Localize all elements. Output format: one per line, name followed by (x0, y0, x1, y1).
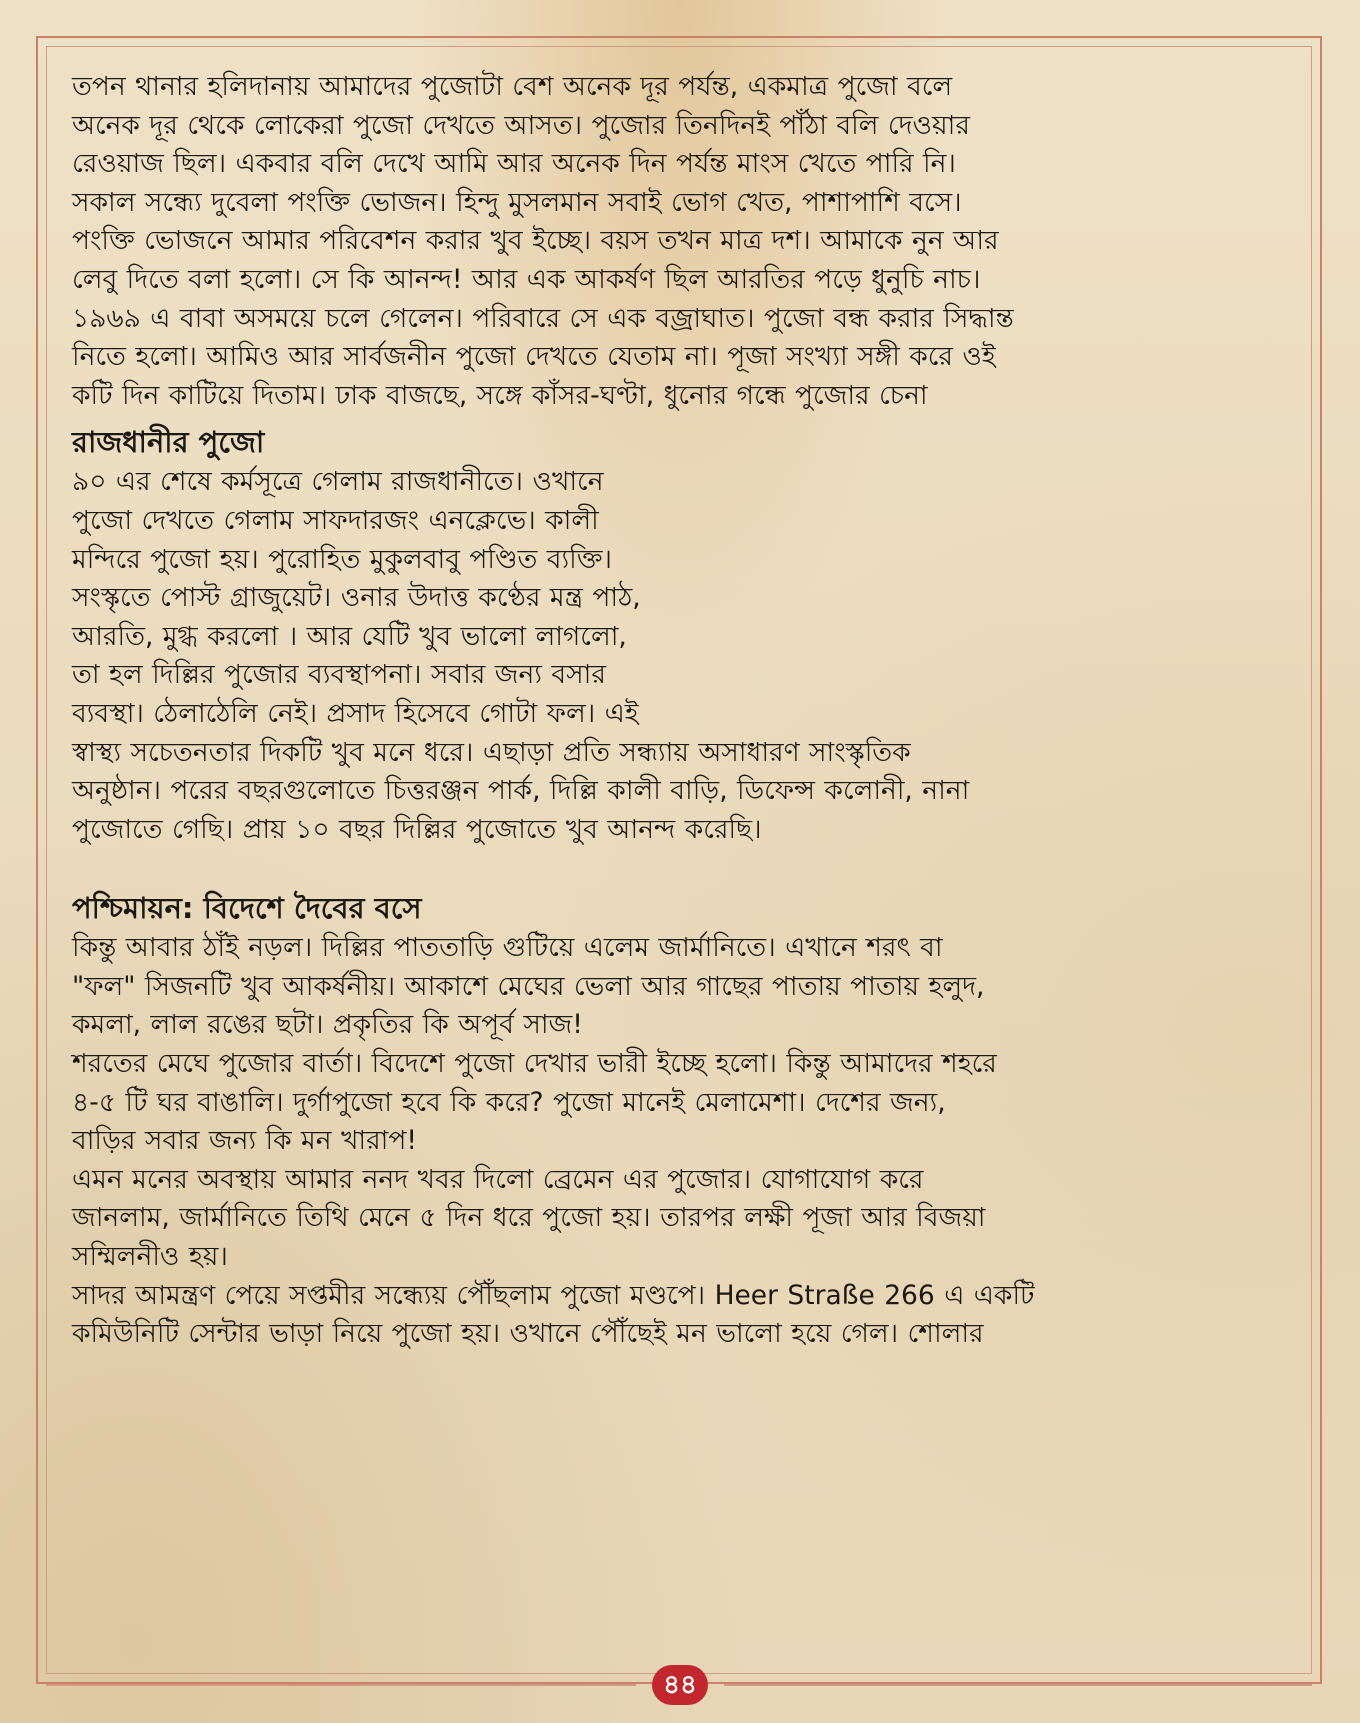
text-line: ৪-৫ টি ঘর বাঙালি। দুর্গাপুজো হবে কি করে? পুজো মানেই মেলামেশা। দেশের জন্য, (72, 1086, 946, 1118)
text-line: আরতি, মুগ্ধ করলো । আর যেটি খুব ভালো লাগলো, (72, 620, 627, 652)
section-heading-westward: পশ্চিমায়ন: বিদেশে দৈবের বসে (72, 891, 422, 926)
text-line: এমন মনের অবস্থায় আমার ননদ খবর দিলো ব্রেমেন এর পুজোর। যোগাযোগ করে (72, 1163, 924, 1195)
article-body (72, 68, 1294, 1354)
text-line: সংস্কৃতে পোস্ট গ্রাজুয়েট। ওনার উদাত্ত কণ্ঠের মন্ত্র পাঠ, (72, 582, 641, 614)
footer-rule-left (46, 1684, 636, 1686)
text-line: "ফল" সিজনটি খুব আকর্ষনীয়। আকাশে মেঘের ভেলা আর গাছের পাতায় পাতায় হলুদ, (72, 970, 985, 1002)
text-line: পুজো দেখতে গেলাম সাফদারজং এনক্লেভে। কালী (72, 504, 599, 536)
text-line: ৯০ এর শেষে কর্মসূত্রে গেলাম রাজধানীতে। ওখানে (72, 466, 604, 498)
text-line: কটি দিন কাটিয়ে দিতাম। ঢাক বাজছে, সঙ্গে কাঁসর-ঘণ্টা, ধুনোর গন্ধে পুজোর চেনা (72, 379, 928, 411)
footer (0, 1665, 1360, 1705)
text-line: রেওয়াজ ছিল। একবার বলি দেখে আমি আর অনেক দিন পর্যন্ত মাংস খেতে পারি নি। (72, 148, 956, 180)
text-line: তা হল দিল্লির পুজোর ব্যবস্থাপনা। সবার জন্য বসার (72, 659, 606, 691)
text-line: স্বাস্থ্য সচেতনতার দিকটি খুব মনে ধরে। এছাড়া প্রতি সন্ধ্যায় অসাধারণ সাংস্কৃতিক (72, 736, 911, 768)
westward-paragraph (72, 929, 1294, 1354)
intro-paragraph (72, 68, 1294, 415)
text-line: অনেক দূর থেকে লোকেরা পুজো দেখতে আসত। পুজোর তিনদিনই পাঁঠা বলি দেওয়ার (72, 109, 970, 141)
text-line: পংক্তি ভোজনে আমার পরিবেশন করার খুব ইচ্ছে। বয়স তখন মাত্র দশ। আমাকে নুন আর (72, 225, 999, 257)
text-line: তপন থানার হলিদানায় আমাদের পুজোটা বেশ অনেক দূর পর্যন্ত, একমাত্র পুজো বলে (72, 71, 953, 102)
text-line: সাদর আমন্ত্রণ পেয়ে সপ্তমীর সন্ধ্যেয় পৌঁছলাম পুজো মণ্ডপে। Heer Straße 266 এ একটি (72, 1279, 1035, 1311)
text-line: শরতের মেঘে পুজোর বার্তা। বিদেশে পুজো দেখার ভারী ইচ্ছে হলো। কিন্তু আমাদের শহরে (72, 1048, 997, 1080)
text-line: লেবু দিতে বলা হলো। সে কি আনন্দ! আর এক আকর্ষণ ছিল আরতির পড়ে ধুনুচি নাচ। (72, 263, 981, 295)
text-line: কিন্তু আবার ঠাঁই নড়ল। দিল্লির পাততাড়ি গুটিয়ে এলেম জার্মানিতে। এখানে শরৎ বা (72, 932, 943, 964)
text-line: জানলাম, জার্মানিতে তিথি মেনে ৫ দিন ধরে পুজো হয়। তারপর লক্ষী পূজা আর বিজয়া (72, 1202, 986, 1234)
text-line: কমলা, লাল রঙের ছটা। প্রকৃতির কি অপূর্ব সাজ! (72, 1009, 583, 1041)
text-line: অনুষ্ঠান। পরের বছরগুলোতে চিত্তরঞ্জন পার্ক, দিল্লি কালী বাড়ি, ডিফেন্স কলোনী, নানা (72, 775, 970, 807)
text-line: কমিউনিটি সেন্টার ভাড়া নিয়ে পুজো হয়। ওখানে পৌঁছেই মন ভালো হয়ে গেল। শোলার (72, 1318, 984, 1350)
text-line: ১৯৬৯ এ বাবা অসময়ে চলে গেলেন। পরিবারে সে এক বজ্রাঘাত। পুজো বন্ধ করার সিদ্ধান্ত (72, 302, 1014, 334)
text-line: ব্যবস্থা। ঠেলাঠেলি নেই। প্রসাদ হিসেবে গোটা ফল। এই (72, 697, 639, 729)
footer-rule-right (724, 1684, 1312, 1686)
text-line: সকাল সন্ধ্যে দুবেলা পংক্তি ভোজন। হিন্দু মুসলমান সবাই ভোগ খেত, পাশাপাশি বসে। (72, 186, 962, 218)
text-line: সম্মিলনীও হয়। (72, 1241, 228, 1273)
text-line: পুজোতে গেছি। প্রায় ১০ বছর দিল্লির পুজোতে খুব আনন্দ করেছি। (72, 813, 762, 845)
text-line: বাড়ির সবার জন্য কি মন খারাপ! (72, 1125, 417, 1157)
page-number-badge: ৪৪ (652, 1665, 708, 1705)
text-line: নিতে হলো। আমিও আর সার্বজনীন পুজো দেখতে যেতাম না। পূজা সংখ্যা সঙ্গী করে ওই (72, 341, 996, 373)
section-heading-capital-puja: রাজধানীর পুজো (72, 425, 265, 460)
text-line: মন্দিরে পুজো হয়। পুরোহিত মুকুলবাবু পণ্ডিত ব্যক্তি। (72, 543, 612, 575)
capital-puja-paragraph (72, 463, 1294, 849)
